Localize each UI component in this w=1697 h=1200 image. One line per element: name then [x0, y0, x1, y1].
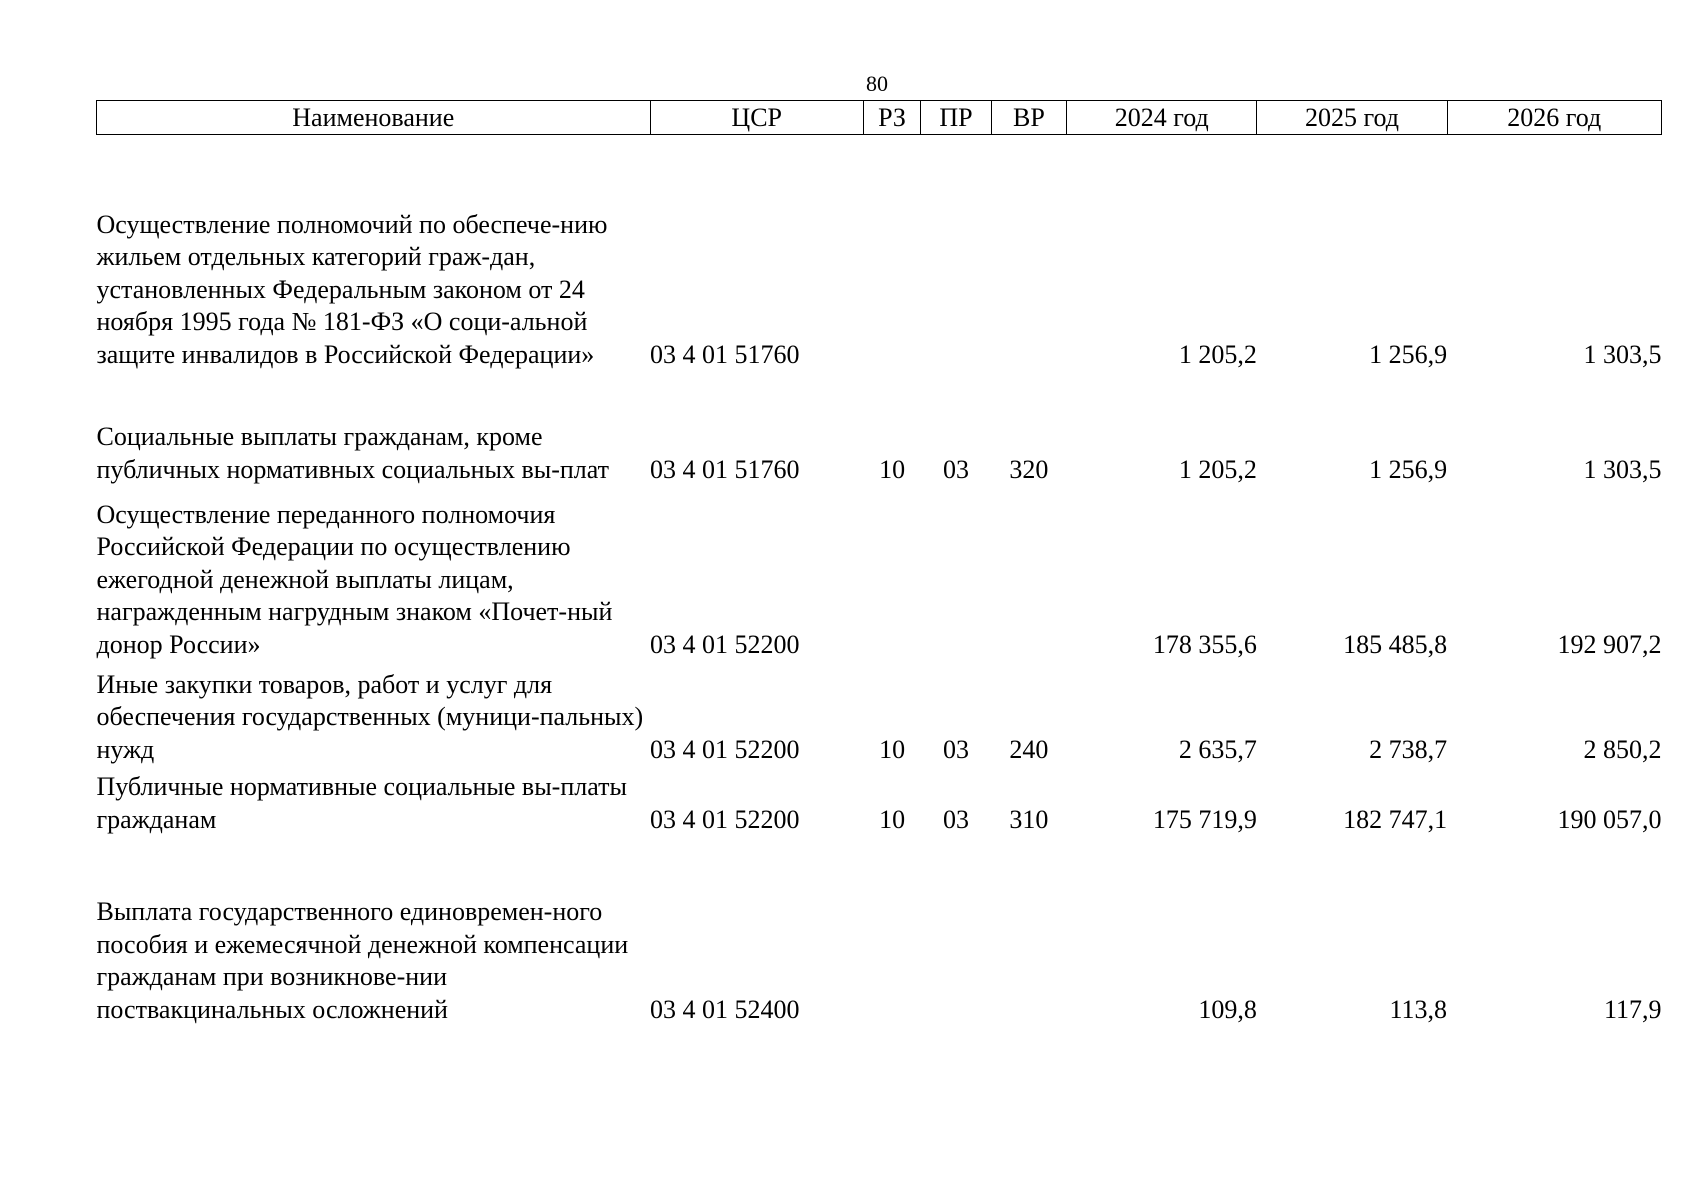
row-name: Публичные нормативные социальные вы-платы гражданам: [96, 772, 627, 834]
row-2025: 182 747,1: [1343, 804, 1448, 834]
row-name: Выплата государственного единовремен-ного пособия и ежемесячной денежной компенсации гражданам при возникнове-нии поствакцинальных осложнений: [96, 897, 629, 1024]
table-row: [97, 161, 1662, 371]
row-rz: [863, 486, 920, 661]
row-pr: 03: [942, 804, 969, 834]
page-number: 80: [866, 71, 888, 96]
header-vr: ВР: [991, 101, 1066, 135]
row-name: Осуществление переданного полномочия Российской Федерации по осуществлению ежегодной денежной выплаты лицам, награжденным нагрудным знаком «Почет-ный донор России»: [96, 499, 613, 659]
row-pr: [921, 486, 991, 661]
row-2024: 2 635,7: [1178, 734, 1257, 764]
row-2025: 2 738,7: [1369, 734, 1448, 764]
row-name: Социальные выплаты гражданам, кроме публичных нормативных социальных вы-плат: [96, 422, 609, 484]
row-csr: 03 4 01 52200: [650, 804, 800, 834]
row-csr: 03 4 01 52400: [650, 994, 800, 1024]
row-csr: 03 4 01 52200: [650, 629, 800, 659]
header-rz: РЗ: [863, 101, 920, 135]
row-2025: 1 256,9: [1369, 339, 1448, 369]
row-2025: 113,8: [1389, 994, 1448, 1024]
header-2024: 2024 год: [1067, 101, 1257, 135]
table-row: [97, 661, 1662, 766]
row-2026: 117,9: [1603, 994, 1662, 1024]
row-csr: 03 4 01 52200: [650, 734, 800, 764]
table-row: [97, 371, 1662, 486]
header-csr: ЦСР: [650, 101, 863, 135]
row-vr: [991, 161, 1066, 371]
row-2026: 192 907,2: [1557, 629, 1662, 659]
row-csr: 03 4 01 51760: [650, 454, 800, 484]
table-row: [97, 836, 1662, 1026]
row-pr: [921, 836, 991, 1026]
row-vr: 310: [1009, 804, 1049, 834]
header-2026: 2026 год: [1447, 101, 1661, 135]
row-2024: 175 719,9: [1152, 804, 1257, 834]
row-pr: [921, 161, 991, 371]
row-pr: 03: [942, 454, 969, 484]
row-2026: 2 850,2: [1583, 734, 1662, 764]
table-row: [97, 486, 1662, 661]
row-rz: 10: [879, 804, 906, 834]
row-rz: 10: [879, 734, 906, 764]
row-name: Осуществление полномочий по обеспече-нию жильем отдельных категорий граж-дан, установленных Федеральным законом от 24 ноября 1995 года № 181-ФЗ «О соци-альной защите инвалидов в Российской Федерации»: [96, 209, 608, 369]
row-rz: 10: [879, 454, 906, 484]
row-2026: 190 057,0: [1557, 804, 1662, 834]
row-name: Иные закупки товаров, работ и услуг для обеспечения государственных (муници-пальных) нужд: [96, 669, 644, 764]
row-pr: 03: [942, 734, 969, 764]
header-2025: 2025 год: [1257, 101, 1447, 135]
header-pr: ПР: [921, 101, 991, 135]
row-csr: 03 4 01 51760: [650, 339, 800, 369]
row-2024: 1 205,2: [1178, 339, 1257, 369]
row-vr: [991, 486, 1066, 661]
row-2025: 1 256,9: [1369, 454, 1448, 484]
row-vr: 320: [1009, 454, 1049, 484]
header-name: Наименование: [97, 101, 651, 135]
row-vr: [991, 836, 1066, 1026]
table-header-row: [97, 101, 1662, 135]
row-2026: 1 303,5: [1583, 454, 1662, 484]
table-row: [97, 766, 1662, 836]
row-vr: 240: [1009, 734, 1049, 764]
row-2025: 185 485,8: [1343, 629, 1448, 659]
row-2024: 178 355,6: [1152, 629, 1257, 659]
row-rz: [863, 161, 920, 371]
budget-table: [96, 100, 1662, 1026]
row-2026: 1 303,5: [1583, 339, 1662, 369]
row-rz: [863, 836, 920, 1026]
row-2024: 1 205,2: [1178, 454, 1257, 484]
row-2024: 109,8: [1198, 994, 1257, 1024]
